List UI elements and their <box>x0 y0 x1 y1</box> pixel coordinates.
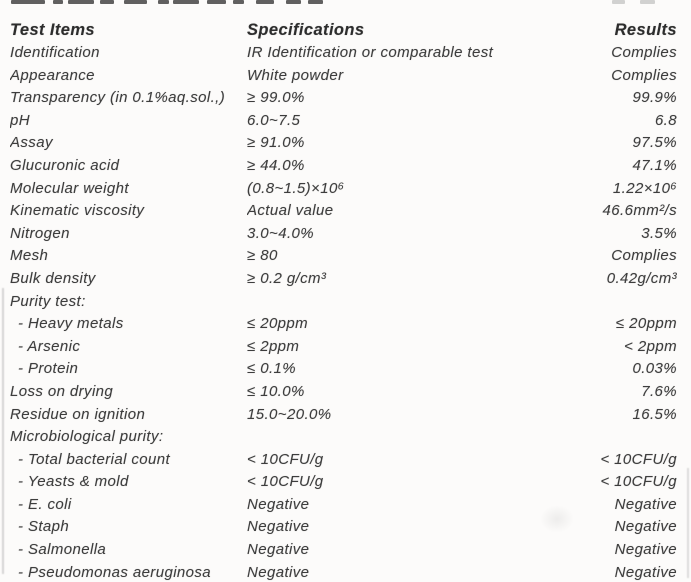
table-row <box>10 494 677 517</box>
table-row <box>10 178 677 201</box>
test-item-cell: Residue on ignition <box>10 405 146 423</box>
table-row <box>10 471 677 494</box>
table-row <box>10 87 677 110</box>
test-item-cell: - Pseudomonas aeruginosa <box>18 563 212 581</box>
cropped-text-artifact <box>640 0 655 4</box>
specification-cell: < 10CFU/g <box>247 473 324 491</box>
table-row <box>10 268 677 291</box>
cropped-text-artifact <box>207 0 226 4</box>
test-item-cell: Microbiological purity: <box>10 428 164 446</box>
cropped-text-artifact <box>124 0 147 4</box>
test-item-cell: pH <box>10 111 30 129</box>
specification-cell: Negative <box>247 495 310 513</box>
cropped-text-artifact <box>173 0 199 4</box>
header-test-items: Test Items <box>10 21 96 39</box>
result-cell: Complies <box>611 66 677 84</box>
test-item-cell: Assay <box>10 134 53 152</box>
table-header-row <box>10 19 677 42</box>
table-row <box>10 132 677 155</box>
result-cell: 46.6mm²/s <box>602 202 677 220</box>
specification-cell: IR Identification or comparable test <box>247 44 494 61</box>
cropped-text-artifact <box>256 0 274 4</box>
result-cell: < 10CFU/g <box>600 450 677 468</box>
result-cell: Negative <box>614 541 677 559</box>
result-cell: Complies <box>611 44 677 61</box>
specification-cell <box>247 426 542 449</box>
result-cell: 6.8 <box>654 111 677 129</box>
test-item-cell: - Total bacterial count <box>18 450 171 468</box>
scan-edge-line-right <box>687 468 689 578</box>
test-item-cell: Mesh <box>10 247 49 265</box>
specification-cell: ≥ 0.2 g/cm³ <box>247 269 327 287</box>
result-cell: 0.03% <box>632 360 677 378</box>
test-item-cell: - Staph <box>18 518 70 536</box>
specification-cell: < 10CFU/g <box>247 450 324 468</box>
result-cell: Complies <box>611 247 677 265</box>
specification-cell: ≥ 99.0% <box>247 89 305 107</box>
specification-cell <box>247 291 542 314</box>
specification-cell: ≤ 20ppm <box>247 315 309 333</box>
table-row <box>10 223 677 246</box>
table-body <box>10 42 677 582</box>
result-cell: 16.5% <box>632 405 677 423</box>
specification-cell: ≤ 2ppm <box>247 337 300 355</box>
specification-cell: 15.0~20.0% <box>247 405 332 423</box>
table-row <box>10 381 677 404</box>
specification-cell: ≥ 91.0% <box>247 134 305 152</box>
result-cell: 47.1% <box>632 156 677 174</box>
result-cell: 7.6% <box>641 382 677 400</box>
table-row <box>10 245 677 268</box>
table-row <box>10 110 677 133</box>
table-row <box>10 449 677 472</box>
header-specifications: Specifications <box>247 21 365 39</box>
test-item-cell: - Yeasts & mold <box>18 473 129 491</box>
test-item-cell: Loss on drying <box>10 382 114 400</box>
specification-cell: Negative <box>247 518 310 536</box>
specification-cell: (0.8~1.5)×10⁶ <box>247 179 345 197</box>
scan-edge-line-left <box>2 288 4 574</box>
test-item-cell: - E. coli <box>18 495 72 513</box>
header-results: Results <box>614 21 677 39</box>
result-cell: < 2ppm <box>624 337 677 355</box>
test-item-cell: Transparency (in 0.1%aq.sol.,) <box>10 89 226 107</box>
cropped-text-artifact <box>286 0 301 4</box>
table-row <box>10 155 677 178</box>
test-item-cell: - Heavy metals <box>18 315 124 333</box>
test-item-cell: Appearance <box>10 66 95 84</box>
test-item-cell: Nitrogen <box>10 224 70 242</box>
specification-cell: ≤ 0.1% <box>247 360 296 378</box>
cropped-text-artifact <box>100 0 114 4</box>
table-row <box>10 200 677 223</box>
table-row <box>10 539 677 562</box>
result-cell <box>542 291 677 314</box>
result-cell: 0.42g/cm³ <box>606 269 677 287</box>
table-row <box>10 516 677 539</box>
specification-cell: ≤ 10.0% <box>247 382 305 400</box>
test-item-cell: Identification <box>10 44 100 61</box>
result-cell: ≤ 20ppm <box>615 315 677 333</box>
table-section-row <box>10 291 677 314</box>
specification-cell: Negative <box>247 563 310 581</box>
test-item-cell: Purity test: <box>10 292 86 310</box>
test-item-cell: - Arsenic <box>18 337 81 355</box>
test-item-cell: Kinematic viscosity <box>10 202 145 220</box>
specification-cell: ≥ 80 <box>247 247 278 265</box>
test-item-cell: Molecular weight <box>10 179 129 197</box>
specification-cell: White powder <box>247 66 344 84</box>
cropped-text-artifact <box>158 0 169 4</box>
cropped-text-artifact <box>53 0 63 4</box>
table-section-row <box>10 426 677 449</box>
result-cell: < 10CFU/g <box>600 473 677 491</box>
result-cell: 99.9% <box>632 89 677 107</box>
specification-cell: 3.0~4.0% <box>247 224 315 242</box>
table-row <box>10 42 677 65</box>
cropped-text-artifact <box>233 0 244 4</box>
table-row <box>10 65 677 88</box>
cropped-text-artifact <box>68 0 94 4</box>
test-item-cell: Bulk density <box>10 269 96 287</box>
cropped-text-artifact <box>308 0 323 4</box>
table-row <box>10 313 677 336</box>
cropped-text-artifact <box>612 0 625 4</box>
table-row <box>10 336 677 359</box>
specification-cell: Actual value <box>247 202 334 220</box>
result-cell: Negative <box>614 495 677 513</box>
specification-cell: ≥ 44.0% <box>247 156 305 174</box>
table-row <box>10 404 677 427</box>
result-cell: Negative <box>614 563 677 581</box>
result-cell: 3.5% <box>641 224 677 242</box>
test-item-cell: - Salmonella <box>18 541 107 559</box>
table-row <box>10 358 677 381</box>
result-cell: 1.22×10⁶ <box>612 179 677 197</box>
result-cell: Negative <box>614 518 677 536</box>
specification-cell: Negative <box>247 541 310 559</box>
result-cell <box>542 426 677 449</box>
cropped-text-artifact <box>11 0 45 4</box>
specification-cell: 6.0~7.5 <box>247 111 301 129</box>
table-row <box>10 562 677 582</box>
test-item-cell: Glucuronic acid <box>10 156 120 174</box>
spec-table <box>10 19 677 582</box>
result-cell: 97.5% <box>632 134 677 152</box>
test-item-cell: - Protein <box>18 360 79 378</box>
